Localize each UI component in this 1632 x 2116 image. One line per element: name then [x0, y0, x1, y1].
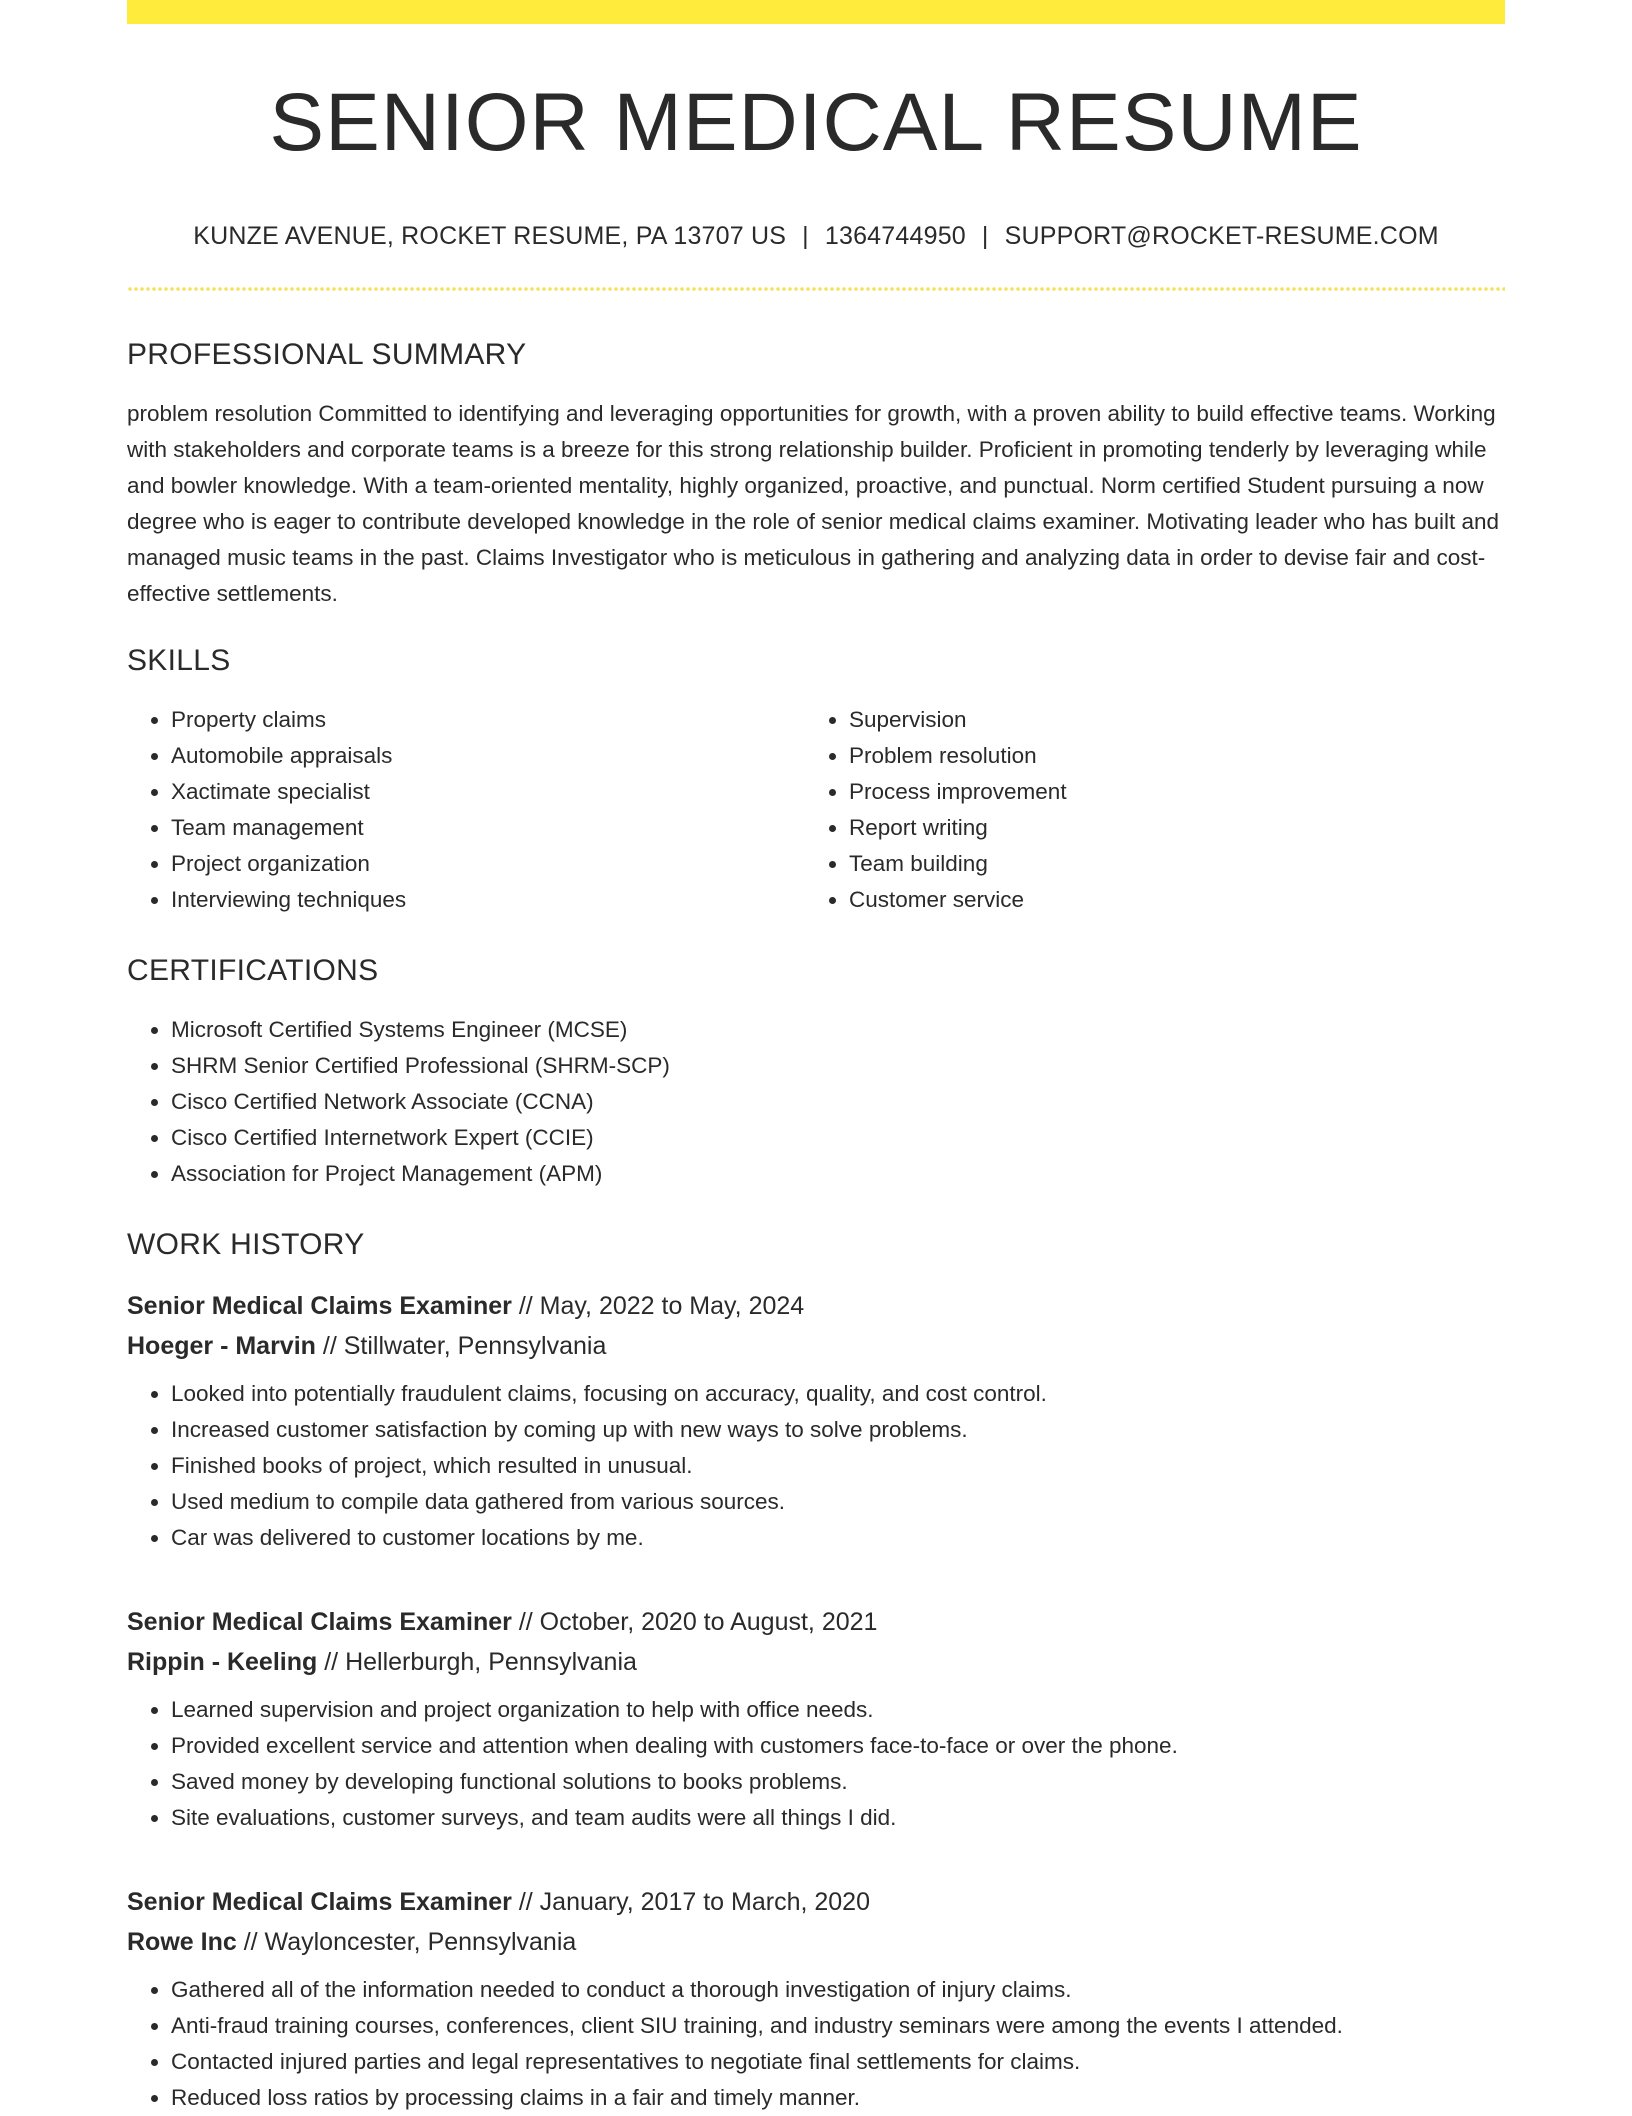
certifications-heading: CERTIFICATIONS	[127, 954, 379, 987]
skill-item: • Report writing	[849, 810, 1483, 846]
dotted-divider	[127, 287, 1505, 291]
job-bullet: • Site evaluations, customer surveys, and team audits were all things I did.	[171, 1800, 1505, 1836]
job-location: // Wayloncester, Pennsylvania	[243, 1928, 577, 1956]
accent-bar	[127, 0, 1505, 24]
job-company: Rowe Inc	[127, 1928, 237, 1956]
summary-text: problem resolution Committed to identifying and leveraging opportunities for growth, with a proven ability to build effective teams. Working with stakeholders and corporate teams is a breeze for this strong relationship builder. Proficient in promoting tenderly by leveraging while and bowler knowledge. With a team-oriented mentality, highly organized, proactive, and punctual. Norm certified Student pursuing a now degree who is eager to contribute developed knowledge in the role of senior medical claims examiner. Motivating leader who has built and managed music teams in the past. Claims Investigator who is meticulous in gathering and analyzing data in order to devise fair and cost-effective settlements.	[127, 401, 1500, 606]
job-bullet: • Gathered all of the information needed to conduct a thorough investigation of injury claims.	[171, 1972, 1505, 2008]
skill-item: • Team management	[171, 810, 805, 846]
resume-title: SENIOR MEDICAL RESUME	[269, 77, 1363, 168]
contact-separator: |	[802, 222, 809, 250]
job-bullets	[127, 1692, 1505, 1836]
job-bullet: • Car was delivered to customer locations by me.	[171, 1520, 1505, 1556]
job-bullet: • Learned supervision and project organization to help with office needs.	[171, 1692, 1505, 1728]
job-bullet: • Reduced loss ratios by processing claims in a fair and timely manner.	[171, 2080, 1505, 2116]
job-dates: // January, 2017 to March, 2020	[518, 1888, 870, 1916]
job-company-line	[127, 1642, 1505, 1682]
summary-heading: PROFESSIONAL SUMMARY	[127, 338, 527, 371]
job-bullet: • Anti-fraud training courses, conferences, client SIU training, and industry seminars were among the events I attended.	[171, 2008, 1505, 2044]
skills-heading: SKILLS	[127, 644, 231, 677]
job-location: // Stillwater, Pennsylvania	[322, 1332, 607, 1360]
certifications-list	[127, 1012, 1505, 1192]
certification-item: • SHRM Senior Certified Professional (SHRM-SCP)	[171, 1048, 1505, 1084]
job-bullet: • Finished books of project, which resulted in unusual.	[171, 1448, 1505, 1484]
job-location: // Hellerburgh, Pennsylvania	[324, 1648, 637, 1676]
certification-item: • Cisco Certified Network Associate (CCNA)	[171, 1084, 1505, 1120]
job-bullet: • Contacted injured parties and legal representatives to negotiate final settlements for claims.	[171, 2044, 1505, 2080]
job-bullet: • Increased customer satisfaction by coming up with new ways to solve problems.	[171, 1412, 1505, 1448]
resume-page	[127, 0, 1505, 2116]
skill-item: • Supervision	[849, 702, 1483, 738]
job-company: Hoeger - Marvin	[127, 1332, 316, 1360]
certification-item: • Microsoft Certified Systems Engineer (MCSE)	[171, 1012, 1505, 1048]
job-company-line	[127, 1922, 1505, 1962]
work-history-heading: WORK HISTORY	[127, 1228, 365, 1261]
job-dates: // October, 2020 to August, 2021	[518, 1608, 878, 1636]
skill-item: • Problem resolution	[849, 738, 1483, 774]
job-role: Senior Medical Claims Examiner	[127, 1888, 512, 1916]
skills-list-left	[127, 702, 805, 918]
skill-item: • Interviewing techniques	[171, 882, 805, 918]
job-role-line	[127, 1882, 1505, 1922]
skill-item: • Project organization	[171, 846, 805, 882]
skills-grid	[127, 702, 1505, 918]
skill-item: • Xactimate specialist	[171, 774, 805, 810]
job-bullet: • Looked into potentially fraudulent claims, focusing on accuracy, quality, and cost control.	[171, 1376, 1505, 1412]
job-role: Senior Medical Claims Examiner	[127, 1292, 512, 1320]
job-bullet: • Provided excellent service and attention when dealing with customers face-to-face or over the phone.	[171, 1728, 1505, 1764]
job-role: Senior Medical Claims Examiner	[127, 1608, 512, 1636]
skill-item: • Property claims	[171, 702, 805, 738]
job-bullets	[127, 1376, 1505, 1556]
job-entry	[127, 1286, 1505, 1556]
skill-item: • Automobile appraisals	[171, 738, 805, 774]
contact-line	[127, 224, 1505, 249]
skill-item: • Team building	[849, 846, 1483, 882]
certification-item: • Association for Project Management (APM)	[171, 1156, 1505, 1192]
job-bullet: • Saved money by developing functional solutions to books problems.	[171, 1764, 1505, 1800]
job-entry	[127, 1602, 1505, 1836]
contact-email: SUPPORT@ROCKET-RESUME.COM	[1004, 222, 1439, 250]
job-company: Rippin - Keeling	[127, 1648, 318, 1676]
contact-phone: 1364744950	[824, 222, 966, 250]
job-company-line	[127, 1326, 1505, 1366]
contact-separator: |	[981, 222, 989, 250]
skill-item: • Process improvement	[849, 774, 1483, 810]
job-entry	[127, 1882, 1505, 2116]
job-bullet: • Used medium to compile data gathered from various sources.	[171, 1484, 1505, 1520]
job-role-line	[127, 1286, 1505, 1326]
job-role-line	[127, 1602, 1505, 1642]
skill-item: • Customer service	[849, 882, 1483, 918]
skills-list-right	[805, 702, 1483, 918]
job-bullets	[127, 1972, 1505, 2116]
contact-address: KUNZE AVENUE, ROCKET RESUME, PA 13707 US	[193, 222, 787, 250]
job-dates: // May, 2022 to May, 2024	[518, 1292, 805, 1320]
certification-item: • Cisco Certified Internetwork Expert (CCIE)	[171, 1120, 1505, 1156]
